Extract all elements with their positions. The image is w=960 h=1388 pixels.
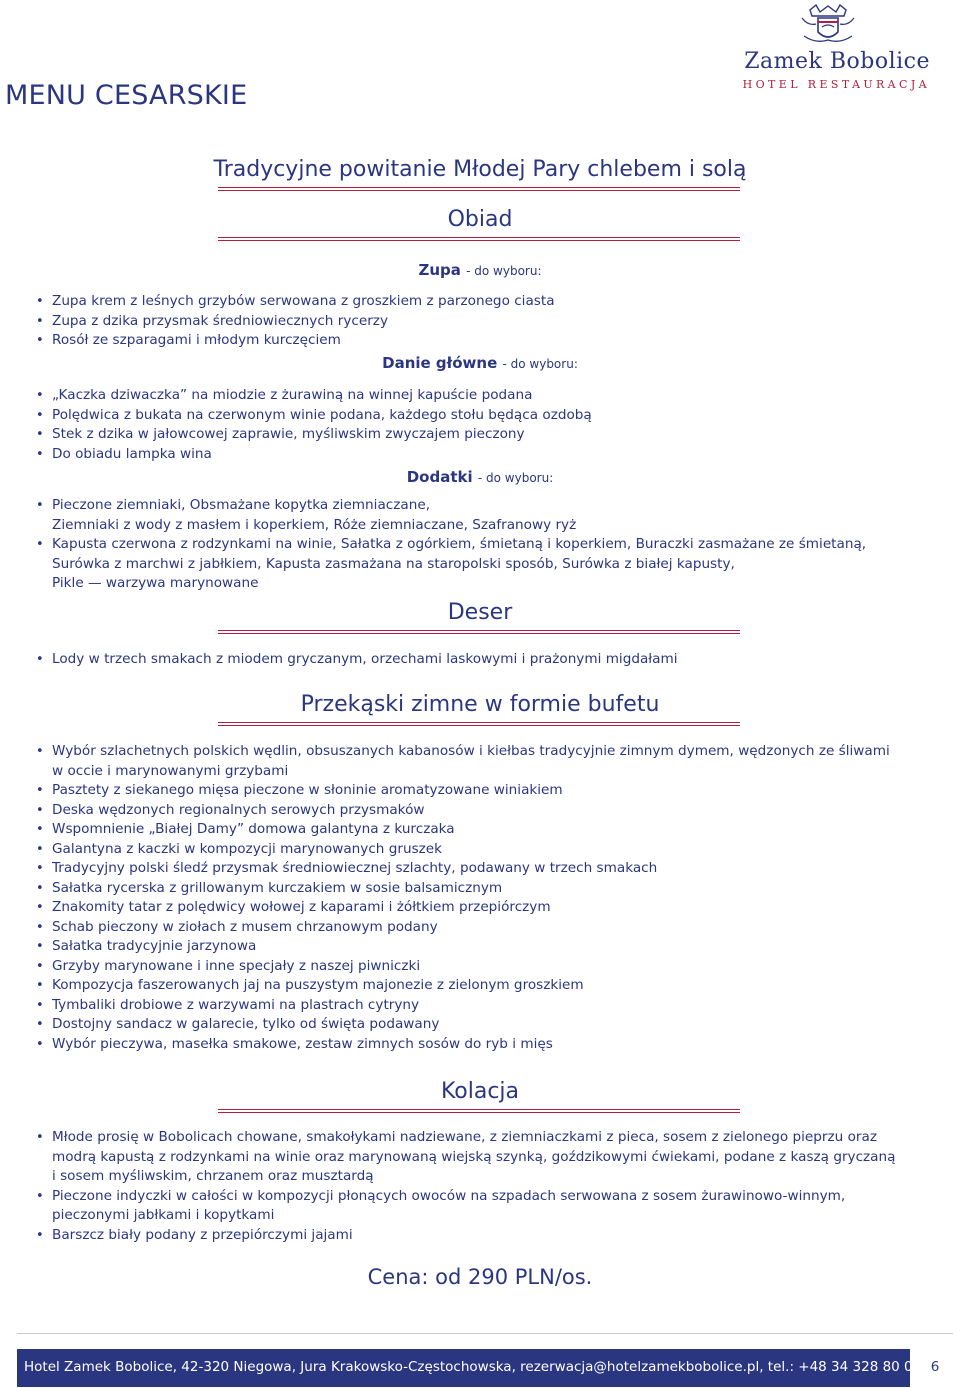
heading-divider [218,722,740,725]
list-item [36,937,941,957]
bullet-icon: • [36,1130,44,1145]
bullet-icon: • [36,1188,44,1204]
list-item [36,801,941,821]
obiad-heading: Obiad [447,207,513,232]
list-item [36,742,941,781]
welcome-heading: Tradycyjne powitanie Młodej Pary chlebem i solą [213,157,747,182]
menu-item-text: Sałatka rycerska z grillowanym kurczakiem w sosie balsamicznym [52,879,503,896]
menu-item-text: Zupa z dzika przysmak średniowiecznych rycerzy [52,312,388,329]
list-item [36,496,941,535]
kolacja-list [36,1128,941,1245]
dodatki-list [36,496,941,594]
menu-item-text: Znakomity tatar z polędwicy wołowej z kaparami i żółtkiem przepiórczym [52,899,551,915]
menu-item-text: Pasztety z siekanego mięsa pieczone w słoninie aromatyzowane winiakiem [52,782,563,798]
bullet-icon: • [36,294,44,309]
list-item [36,781,941,801]
menu-item-text: Tradycyjny polski śledź przysmak średniowiecznej szlachty, podawany w trzech smakach [52,860,658,876]
bullet-icon: • [36,498,44,513]
menu-item-text: Polędwica z bukata na czerwonym winie podana, każdego stołu będąca ozdobą [52,406,592,423]
menu-item-text: i sosem myśliwskim, chrzanem oraz musztardą [52,1168,374,1184]
kolacja-heading: Kolacja [440,1079,520,1104]
menu-item-text: Wspomnienie „Białej Damy” domowa galantyna z kurczaka [52,821,455,837]
hotel-logo [730,4,930,96]
danie-note: - do wyboru: [502,357,578,371]
menu-item-text: Młode prosię w Bobolicach chowane, smakołykami nadziewane, z ziemniaczkami z pieca, sosem z zielonego pieprzu oraz [52,1129,877,1145]
bullet-icon: • [36,313,44,329]
bullet-icon: • [36,537,44,552]
list-item [36,425,941,445]
list-item [36,820,941,840]
list-item [36,1128,941,1187]
bullet-icon: • [36,822,44,837]
bullet-icon: • [36,978,44,993]
heading-divider [218,237,740,240]
list-item [36,650,941,670]
menu-item-text: Lody w trzech smakach z miodem gryczanym, orzechami laskowymi i prażonymi migdałami [52,651,678,667]
bullet-icon: • [36,958,44,974]
list-item [36,918,941,938]
bullet-icon: • [36,1227,44,1243]
list-item [36,386,941,406]
zupa-label: Zupa [418,261,461,279]
bullet-icon: • [36,1017,44,1032]
list-item [36,898,941,918]
dodatki-note: - do wyboru: [477,471,554,485]
menu-item-text: Sałatka tradycyjnie jarzynowa [52,938,257,954]
bullet-icon: • [36,841,44,857]
bullet-icon: • [36,1036,44,1052]
list-item [36,535,941,594]
zupa-note: - do wyboru: [466,264,542,278]
przekaski-heading: Przekąski zimne w formie bufetu [300,692,660,717]
danie-list [36,386,941,464]
deser-list [36,650,941,670]
page-number: 6 [930,1359,940,1375]
bullet-icon: • [36,388,44,403]
heading-divider [218,630,740,633]
heading-divider [218,1109,740,1112]
list-item [36,292,941,312]
bullet-icon: • [36,652,44,667]
menu-item-text: Ziemniaki z wody z masłem i koperkiem, Róże ziemniaczane, Szafranowy ryż [52,516,577,533]
list-item [36,331,941,351]
menu-item-text: pieczonymi jabłkami i kopytkami [52,1207,275,1223]
page-title: MENU CESARSKIE [5,80,248,111]
list-item [36,957,941,977]
menu-item-text: Wybór pieczywa, masełka smakowe, zestaw zimnych sosów do ryb i mięs [52,1035,553,1052]
menu-item-text: Stek z dzika w jałowcowej zaprawie, myśliwskim zwyczajem pieczony [52,426,525,442]
list-item [36,840,941,860]
bullet-icon: • [36,939,44,954]
heading-divider [218,187,740,190]
danie-label: Danie główne [382,354,498,372]
bullet-icon: • [36,919,44,935]
menu-item-text: Grzyby marynowane i inne specjały z naszej piwniczki [52,957,421,974]
list-item [36,1226,941,1246]
logo-wordmark: Zamek Bobolice [744,49,930,74]
bullet-icon: • [36,900,44,915]
menu-item-text: Pieczone indyczki w całości w kompozycji płonących owoców na szpadach serwowana z sosem żurawinowo-winnym, [52,1187,846,1204]
bullet-icon: • [36,446,44,462]
bullet-icon: • [36,744,44,759]
bullet-icon: • [36,861,44,876]
price-label: Cena: od 290 PLN/os. [367,1265,593,1289]
menu-item-text: Do obiadu lampka wina [52,445,212,462]
menu-item-text: Wybór szlachetnych polskich wędlin, obsuszanych kabanosów i kiełbas tradycyjnie zimnym dymem, wędzonych ze śliwami [52,743,890,759]
bullet-icon: • [36,783,44,798]
footer-divider [17,1333,953,1334]
menu-item-text: Pikle — warzywa marynowane [52,575,259,591]
list-item [36,976,941,996]
bullet-icon: • [36,407,44,423]
menu-item-text: Barszcz biały podany z przepiórczymi jajami [52,1226,353,1243]
menu-item-text: Tymbaliki drobiowe z warzywami na plastrach cytryny [52,996,420,1013]
menu-item-text: „Kaczka dziwaczka” na miodzie z żurawiną na winnej kapuście podana [52,387,533,403]
menu-item-text: w occie i marynowanymi grzybami [52,762,289,779]
bullet-icon: • [36,427,44,442]
zupa-list [36,292,941,351]
menu-item-text: Kompozycja faszerowanych jaj na puszystym majonezie z zielonym groszkiem [52,977,584,993]
list-item [36,312,941,332]
menu-item-text: Schab pieczony w ziołach z musem chrzanowym podany [52,918,438,935]
list-item [36,445,941,465]
list-item [36,406,941,426]
bullet-icon: • [36,880,44,896]
menu-item-text: Surówka z marchwi z jabłkiem, Kapusta zasmażana na staropolski sposób, Surówka z białej kapusty, [52,555,735,572]
menu-item-text: Galantyna z kaczki w kompozycji marynowanych gruszek [52,840,443,857]
menu-item-text: Pieczone ziemniaki, Obsmażane kopytka ziemniaczane, [52,497,431,513]
bullet-icon: • [36,997,44,1013]
menu-item-text: Rosół ze szparagami i młodym kurczęciem [52,332,341,348]
deser-heading: Deser [447,600,513,625]
menu-item-text: Zupa krem z leśnych grzybów serwowana z groszkiem z parzonego ciasta [52,293,555,309]
list-item [36,1187,941,1226]
footer-contact: Hotel Zamek Bobolice, 42-320 Niegowa, Jura Krakowsko-Częstochowska, rezerwacja@hotelzamekbobolice.pl, tel.: +48 34 328 80 02 [24,1359,922,1375]
bullet-icon: • [36,802,44,818]
menu-item-text: Kapusta czerwona z rodzynkami na winie, Sałatka z ogórkiem, śmietaną i koperkiem, Buraczki zasmażane ze śmietaną, [52,536,867,552]
dodatki-label: Dodatki [406,468,473,486]
list-item [36,1035,941,1055]
list-item [36,859,941,879]
przekaski-list [36,742,941,1054]
menu-item-text: Dostojny sandacz w galarecie, tylko od święta podawany [52,1016,440,1032]
list-item [36,996,941,1016]
logo-tagline: HOTEL RESTAURACJA [742,78,930,91]
menu-item-text: modrą kapustą z rodzynkami na winie oraz marynowaną wiejską szynką, goździkowymi ćwiekami, podane z kaszą gryczaną [52,1148,896,1165]
coat-of-arms-icon [798,4,858,46]
dodatki-subheading [0,468,960,486]
zupa-subheading [0,261,960,279]
list-item [36,879,941,899]
bullet-icon: • [36,333,44,348]
menu-item-text: Deska wędzonych regionalnych serowych przysmaków [52,801,425,818]
list-item [36,1015,941,1035]
danie-subheading [0,354,960,372]
